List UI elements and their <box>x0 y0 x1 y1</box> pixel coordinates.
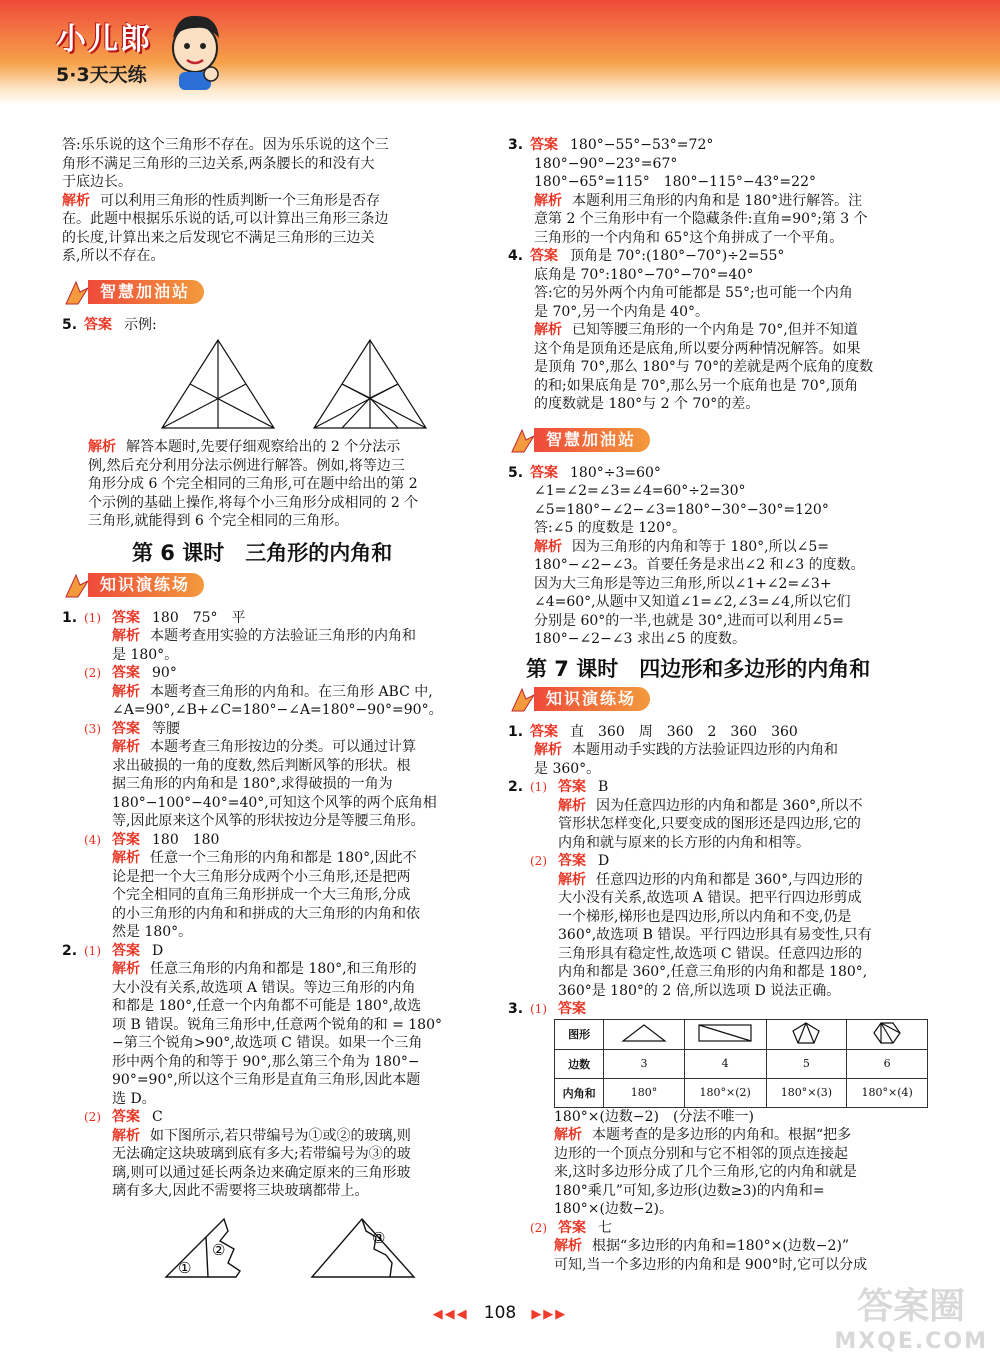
glass-label-1: ① <box>178 1258 192 1277</box>
answer-text: 180°−90°−23°=67° <box>534 155 678 172</box>
analysis-text: 三角形的一个内角和 65°这个角拼成了一个平角。 <box>534 229 844 246</box>
analysis-text: 是 180°。 <box>112 646 179 663</box>
answer-text: 180°÷3=60° <box>570 464 661 481</box>
answer-label: 答案 <box>530 723 558 740</box>
section-badge-practice <box>62 573 482 599</box>
analysis-text: 的长度,计算出来之后发现它不满足三角形的三边关 <box>62 229 375 246</box>
watermark <box>834 1278 988 1354</box>
answer-text: D <box>152 942 164 959</box>
sub-question-number: (1) <box>530 780 547 794</box>
analysis-text: 内角和都是 360°,任意三角形的内角和都是 180°, <box>558 964 868 980</box>
answer-text: D <box>598 853 610 869</box>
analysis-text: 180°−∠2−∠3。首要任务是求出∠2 和∠3 的度数。 <box>534 557 865 573</box>
answer-text: 180°−65°=115° 180°−115°−43°=22° <box>534 174 816 190</box>
analysis-label: 解析 <box>558 797 586 814</box>
analysis-text: 任意三角形的内角和都是 180°,和三角形的 <box>150 961 417 977</box>
right-column <box>508 136 928 1274</box>
analysis-text: 大小没有关系,故选项 A 错误。等边三角形的内角 <box>112 979 416 996</box>
answer-text: 直 360 周 360 2 360 360 <box>570 723 798 740</box>
mascot-icon <box>165 8 225 92</box>
analysis-text: 本题考查三角形的内角和。在三角形 ABC 中, <box>150 683 433 700</box>
analysis-label: 解析 <box>62 192 90 209</box>
analysis-text: 180°−100°−40°=40°,可知这个风筝的两个底角相 <box>112 794 437 811</box>
sum-cell: 180°×(2) <box>684 1078 766 1107</box>
analysis-text: 180°×(边数−2)。 <box>554 1201 674 1217</box>
analysis-text: 根据“多边形的内角和=180°×(边数−2)” <box>592 1238 850 1254</box>
triangle-icon <box>619 1022 669 1044</box>
answer-text: 180 180 <box>152 831 220 848</box>
analysis-text: 的小三角形的内角和和拼成的大三角形的内角和依 <box>112 905 420 922</box>
answer-label: 答案 <box>530 137 558 153</box>
analysis-label: 解析 <box>558 871 586 888</box>
answer-text: 180°−55°−53°=72° <box>570 137 714 153</box>
analysis-text: 本题用动手实践的方法验证四边形的内角和 <box>572 742 838 758</box>
analysis-text: 项 B 错误。锐角三角形中,任意两个锐角的和 = 180° <box>112 1016 442 1033</box>
sub-question-number: (1) <box>84 943 101 958</box>
analysis-label: 解析 <box>112 961 140 977</box>
answer-text: 底角是 70°:180°−70°−70°=40° <box>534 266 754 283</box>
analysis-text: 三角形具有稳定性,故选项 C 错误。任意四边形的 <box>558 945 863 962</box>
analysis-text: 是顶角 70°,那么 180°与 70°的差就是两个底角的度数 <box>534 359 874 375</box>
sub-question-number: (1) <box>84 610 101 625</box>
analysis-label: 解析 <box>534 322 562 338</box>
analysis-text: 和都是 180°,任意一个内角都不可能是 180°,故选 <box>112 998 422 1014</box>
sum-cell: 180° <box>604 1078 684 1107</box>
analysis-label: 解析 <box>554 1127 582 1143</box>
analysis-text: 等,因此原来这个风筝的形状按边分是等腰三角形。 <box>112 813 425 829</box>
analysis-text: 大小没有关系,故选项 A 错误。把平行四边形剪成 <box>558 890 862 906</box>
watermark-title: 答案圈 <box>857 1286 966 1327</box>
answer-text: 90° <box>152 665 177 681</box>
lesson-title: 第 6 课时 三角形的内角和 <box>132 540 393 565</box>
lesson-title: 第 7 课时 四边形和多边形的内角和 <box>526 656 871 681</box>
analysis-text: 形中两个角的和等于 90°,那么第三个角为 180°− <box>112 1053 420 1070</box>
analysis-text: 本题考查用实验的方法验证三角形的内角和 <box>150 628 416 644</box>
analysis-text: 管形状怎样变化,只要变成的图形还是四边形,它的 <box>558 816 861 832</box>
badge-label: 知识演练场 <box>88 573 204 597</box>
question-number: 3. <box>508 1001 524 1017</box>
analysis-text: 然是 180°。 <box>112 924 193 940</box>
analysis-text: −第三个锐角>90°,故选项 C 错误。如果一个三角 <box>112 1035 423 1051</box>
analysis-label: 解析 <box>112 739 140 755</box>
glass-label-2: ② <box>212 1240 226 1259</box>
question-number: 5. <box>508 464 524 481</box>
badge-label: 智慧加油站 <box>534 428 650 452</box>
sum-cell: 180°×(4) <box>847 1078 928 1107</box>
sides-cell: 3 <box>604 1049 684 1078</box>
analysis-text: 本题考查三角形按边的分类。可以通过计算 <box>150 739 416 755</box>
analysis-text: 例,然后充分利用分法示例进行解答。例如,将等边三 <box>88 457 405 474</box>
analysis-text: 是 360°。 <box>534 760 601 777</box>
analysis-label: 解析 <box>112 1127 140 1144</box>
answer-label: 答案 <box>112 720 140 737</box>
analysis-label: 解析 <box>554 1238 582 1254</box>
answer-label: 答案 <box>84 316 112 333</box>
answer-text: 答:∠5 的度数是 120°。 <box>534 520 686 536</box>
analysis-text: 360°是 180°的 2 倍,所以选项 D 说法正确。 <box>558 982 841 999</box>
analysis-label: 解析 <box>534 742 562 758</box>
badge-label: 智慧加油站 <box>88 280 204 304</box>
analysis-text: 360°,故选项 B 错误。平行四边形具有易变性,只有 <box>558 927 872 943</box>
analysis-text: 内角和就与原来的长方形的内角和相等。 <box>558 834 810 851</box>
analysis-text: 璃,则可以通过延长两条边来确定原来的三角形玻 <box>112 1164 411 1181</box>
triangle-division-figure <box>158 336 498 436</box>
left-column <box>62 136 482 1281</box>
analysis-text: ∠4=60°,从题中又知道∠1=∠2,∠3=∠4,所以它们 <box>534 594 851 610</box>
analysis-text: 求出破损的一角的度数,然后判断风筝的形状。根 <box>112 757 411 774</box>
intro-line: 答:乐乐说的这个三角形不存在。因为乐乐说的这个三 <box>62 137 389 153</box>
glass-pieces-figure <box>162 1211 462 1281</box>
answer-text: C <box>152 1109 163 1125</box>
analysis-text: 因为大三角形是等边三角形,所以∠1+∠2=∠3+ <box>534 575 832 592</box>
page-header <box>0 0 1000 105</box>
analysis-text: 本题考查的是多边形的内角和。根据“把多 <box>592 1127 852 1143</box>
analysis-label: 解析 <box>534 192 562 209</box>
analysis-text: 选 D。 <box>112 1090 156 1107</box>
analysis-text: 90°=90°,所以这个三角形是直角三角形,因此本题 <box>112 1072 421 1088</box>
section-badge-practice <box>508 687 928 713</box>
answer-label: 答案 <box>530 464 558 481</box>
answer-text: 等腰 <box>152 720 180 737</box>
analysis-text: 分别是 60°的一半,也就是 30°,进而可以利用∠5= <box>534 612 844 629</box>
answer-label: 答案 <box>112 665 140 681</box>
analysis-text: 因为任意四边形的内角和都是 360°,所以不 <box>596 797 863 814</box>
analysis-text: 的和;如果底角是 70°,那么另一个底角也是 70°,顶角 <box>534 377 859 394</box>
analysis-text: 180°乘几”可知,多边形(边数≥3)的内角和= <box>554 1182 825 1199</box>
analysis-text: 解答本题时,先要仔细观察给出的 2 个分法示 <box>126 439 401 455</box>
sum-cell: 180°×(3) <box>766 1078 847 1107</box>
shape-cell <box>847 1019 928 1049</box>
analysis-text: 可知,当一个多边形的内角和是 900°时,它可以分成 <box>554 1256 868 1273</box>
question-number: 5. <box>62 316 78 333</box>
analysis-text: 一个梯形,梯形也是四边形,所以内角和不变,仍是 <box>558 908 852 925</box>
page-number: 108 <box>483 1303 517 1323</box>
analysis-text: 意第 2 个三角形中有一个隐藏条件:直角=90°;第 3 个 <box>534 211 868 227</box>
logo-title: 小儿郎 <box>56 22 152 57</box>
polygon-table <box>554 1019 928 1108</box>
analysis-label: 解析 <box>112 850 140 866</box>
glass-piece-3 <box>312 1219 414 1277</box>
hexagon-icon <box>872 1021 902 1045</box>
analysis-label: 解析 <box>88 439 116 455</box>
answer-label: 答案 <box>112 1109 140 1125</box>
quadrilateral-icon <box>695 1022 755 1044</box>
answer-text: 七 <box>598 1219 612 1236</box>
analysis-text: 角形分成 6 个完全相同的三角形,可在题中给出的第 2 <box>88 476 418 492</box>
question-number: 2. <box>508 779 524 795</box>
analysis-text: 三角形,就能得到 6 个完全相同的三角形。 <box>88 513 349 529</box>
analysis-text: 因为三角形的内角和等于 180°,所以∠5= <box>572 538 829 555</box>
answer-label: 答案 <box>558 1001 586 1017</box>
watermark-url: MXQE.COM <box>834 1329 988 1354</box>
analysis-text: 据三角形的内角和是 180°,求得破损的一角为 <box>112 776 393 792</box>
arrows-left-icon: ◀◀◀ <box>432 1307 469 1322</box>
analysis-text: 本题利用三角形的内角和是 180°进行解答。注 <box>572 192 863 209</box>
answer-text: ∠1=∠2=∠3=∠4=60°÷2=30° <box>534 483 746 499</box>
pentagon-icon <box>791 1021 821 1045</box>
analysis-label: 解析 <box>112 628 140 644</box>
intro-line: 于底边长。 <box>62 174 132 190</box>
analysis-text: 已知等腰三角形的一个内角是 70°,但并不知道 <box>572 322 858 338</box>
answer-text: 顶角是 70°:(180°−70°)÷2=55° <box>570 248 785 264</box>
row-label: 边数 <box>555 1049 604 1078</box>
analysis-text: 这个角是顶角还是底角,所以要分两种情况解答。如果 <box>534 340 861 357</box>
formula-text: 180°×(边数−2) (分法不唯一) <box>554 1108 754 1125</box>
sub-question-number: (2) <box>530 854 547 868</box>
sub-question-number: (2) <box>530 1220 547 1235</box>
answer-text: 是 70°,另一个内角是 40°。 <box>534 303 709 320</box>
answer-label: 答案 <box>112 942 140 959</box>
analysis-text: 180°−∠2−∠3 求出∠5 的度数。 <box>534 631 746 647</box>
question-number: 1. <box>508 723 524 740</box>
analysis-text: 如下图所示,若只带编号为①或②的玻璃,则 <box>150 1127 411 1144</box>
answer-label: 答案 <box>112 609 140 626</box>
answer-text: 180 75° 平 <box>152 609 246 626</box>
answer-label: 答案 <box>112 831 140 848</box>
row-label: 图形 <box>555 1019 604 1049</box>
sub-question-number: (3) <box>84 721 101 736</box>
answer-label: 答案 <box>530 248 558 264</box>
sub-question-number: (2) <box>84 1110 101 1124</box>
analysis-text: 系,所以不存在。 <box>62 248 165 264</box>
analysis-text: 个示例的基础上操作,将每个小三角形分成相同的 2 个 <box>88 494 419 511</box>
answer-label: 答案 <box>558 1219 586 1236</box>
answer-text: ∠5=180°−∠2−∠3=180°−30°−30°=120° <box>534 501 829 518</box>
analysis-text: ∠A=90°,∠B+∠C=180°−∠A=180°−90°=90°。 <box>112 702 443 718</box>
shape-cell <box>684 1019 766 1049</box>
analysis-text: 个完全相同的直角三角形拼成一个大三角形,分成 <box>112 887 411 903</box>
arrows-right-icon: ▶▶▶ <box>531 1307 568 1322</box>
answer-text: B <box>598 779 609 795</box>
answer-text: 答:它的另外两个内角可能都是 55°;也可能一个内角 <box>534 285 853 301</box>
analysis-text: 任意四边形的内角和都是 360°,与四边形的 <box>596 871 863 888</box>
question-number: 1. <box>62 609 78 626</box>
analysis-label: 解析 <box>534 538 562 555</box>
question-number: 3. <box>508 137 524 153</box>
sub-question-number: (1) <box>530 1002 547 1016</box>
shape-cell <box>766 1019 847 1049</box>
section-badge-wisdom <box>62 280 482 306</box>
question-number: 2. <box>62 942 78 959</box>
answer-label: 答案 <box>558 853 586 869</box>
shape-cell <box>604 1019 684 1049</box>
question-number: 4. <box>508 248 524 264</box>
analysis-text: 任意一个三角形的内角和都是 180°,因此不 <box>150 850 417 866</box>
section-badge-wisdom <box>508 428 928 454</box>
answer-label: 答案 <box>558 779 586 795</box>
answer-text: 示例: <box>124 316 157 333</box>
logo-subtitle: 5·3天天练 <box>56 64 147 86</box>
row-label: 内角和 <box>555 1078 604 1107</box>
analysis-text: 璃有多大,因此不需要将三块玻璃都带上。 <box>112 1183 369 1199</box>
analysis-text: 的度数就是 180°与 2 个 70°的差。 <box>534 396 760 412</box>
analysis-text: 来,这时多边形分成了几个三角形,它的内角和就是 <box>554 1164 857 1180</box>
brand-logo <box>56 14 152 87</box>
analysis-label: 解析 <box>112 683 140 700</box>
analysis-text: 论是把一个大三角形分成两个小三角形,还是把两 <box>112 868 411 885</box>
glass-label-3: ③ <box>372 1228 386 1247</box>
sides-cell: 4 <box>684 1049 766 1078</box>
sub-question-number: (2) <box>84 666 101 680</box>
analysis-text: 可以利用三角形的性质判断一个三角形是否存 <box>100 192 380 209</box>
analysis-text: 在。此题中根据乐乐说的话,可以计算出三角形三条边 <box>62 211 389 227</box>
sides-cell: 5 <box>766 1049 847 1078</box>
analysis-text: 无法确定这块玻璃到底有多大;若带编号为③的玻 <box>112 1146 411 1162</box>
sub-question-number: (4) <box>84 832 101 847</box>
analysis-text: 边形的一个顶点分别和与它不相邻的顶点连接起 <box>554 1145 848 1162</box>
intro-line: 角形不满足三角形的三边关系,两条腰长的和没有大 <box>62 155 375 172</box>
sides-cell: 6 <box>847 1049 928 1078</box>
badge-label: 知识演练场 <box>534 687 650 711</box>
